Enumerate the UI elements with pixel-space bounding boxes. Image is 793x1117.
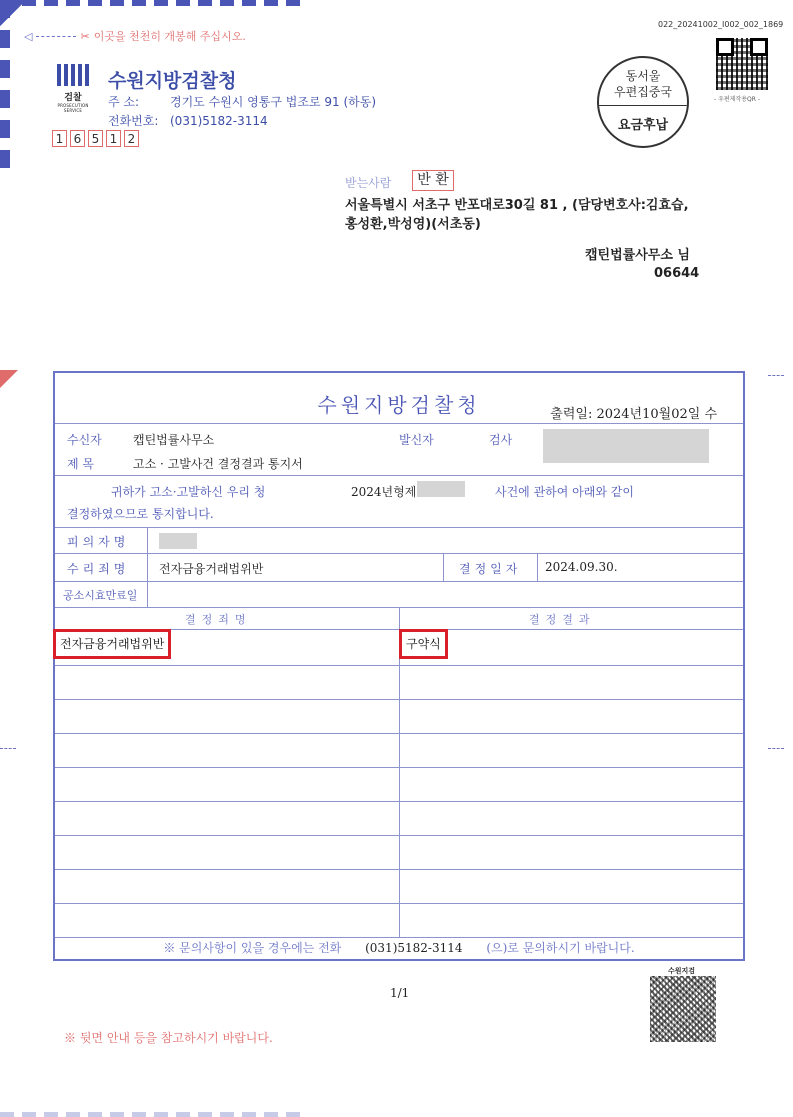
- scissors-icon: ✂: [80, 29, 90, 43]
- row-divider: [55, 869, 743, 870]
- inquiry-phone: (031)5182-3114: [365, 941, 463, 955]
- case-number: 2024년형제: [351, 485, 417, 499]
- recipient-postal-code: 06644: [654, 266, 700, 281]
- postal-digit: 5: [88, 130, 103, 147]
- row-divider: [55, 475, 743, 476]
- column-header-result: 결정결과: [529, 613, 596, 626]
- postal-digit: 1: [52, 130, 67, 147]
- open-guide-text: 이곳을 천천히 개봉해 주십시오.: [93, 30, 246, 43]
- stamp-line-2: 우편집중국: [614, 85, 672, 99]
- redacted-prosecutor-name: [543, 429, 709, 463]
- envelope-stripe-bottom: [0, 1112, 300, 1117]
- charge-value: 전자금융거래법위반: [159, 562, 264, 576]
- qr-bottom-caption: 수원지검: [668, 967, 696, 975]
- row-divider: [55, 699, 743, 700]
- sender-phone: (031)5182-3114: [170, 114, 268, 128]
- row-divider: [55, 423, 743, 424]
- sender-field-label: 발신자: [399, 433, 434, 447]
- statute-label: 공소시효만료일: [63, 589, 138, 602]
- row-divider: [55, 801, 743, 802]
- intro-text-1: 귀하가 고소·고발하신 우리 청: [111, 485, 266, 499]
- postage-stamp: [597, 56, 689, 148]
- row-divider: [55, 937, 743, 938]
- recipient-name: 캡틴법률사무소 님: [585, 248, 690, 263]
- recipient-field-value: 캡틴법률사무소: [133, 433, 215, 447]
- sender-phone-label: 전화번호:: [108, 114, 159, 128]
- fold-mark: [768, 375, 784, 376]
- decision-date-value: 2024.09.30.: [545, 560, 618, 574]
- col-divider: [147, 527, 148, 607]
- envelope-stripe-left: [0, 0, 10, 175]
- page-number: 1/1: [390, 986, 410, 1000]
- stamp-line-3: 요금후납: [617, 118, 669, 133]
- sender-address-label: 주 소:: [108, 95, 140, 109]
- recipient-label: 받는사람: [345, 176, 392, 190]
- stamp-line-1: 동서울: [625, 69, 661, 83]
- document-number: 022_20241002_I002_002_1869: [658, 20, 784, 29]
- envelope-corner: [0, 0, 26, 26]
- row-divider: [55, 733, 743, 734]
- sender-name: 수원지방검찰청: [108, 70, 237, 92]
- sender-address: 경기도 수원시 영통구 법조로 91 (하동): [170, 95, 376, 109]
- decision-date-label: 결정일자: [459, 562, 522, 576]
- open-guide: [24, 28, 246, 44]
- row-divider: [55, 553, 743, 554]
- subject-label: 제 목: [67, 457, 94, 471]
- suspect-label: 피의자명: [67, 535, 130, 549]
- row-divider: [55, 903, 743, 904]
- row-divider: [55, 581, 743, 582]
- charge-label: 수리죄명: [67, 562, 130, 576]
- sender-postal-code: [52, 130, 139, 147]
- postal-digit: 6: [70, 130, 85, 147]
- postal-digit: 1: [106, 130, 121, 147]
- dashed-line: [36, 36, 76, 37]
- prosecution-logo: [52, 64, 94, 118]
- inquiry-note: [55, 939, 743, 956]
- sender-address-line: [108, 93, 376, 110]
- recipient-address: 서울특별시 서초구 반포대로30길 81 , (담당변호사:김효습,홍성환,박성영)(서초동): [345, 198, 689, 232]
- fold-mark: [0, 748, 16, 749]
- corner-mark: [0, 370, 18, 388]
- envelope-stripe-top: [0, 0, 300, 6]
- row-divider: [55, 835, 743, 836]
- fold-mark: [768, 748, 784, 749]
- back-page-notice: ※ 뒷면 안내 등을 참고하시기 바랍니다.: [64, 1031, 273, 1045]
- decision-notice-form: [53, 371, 745, 961]
- inquiry-text-a: ※ 문의사항이 있을 경우에는 전화: [163, 941, 342, 955]
- notice-title: 수원지방검찰청: [317, 393, 481, 417]
- row-divider: [55, 665, 743, 666]
- highlighted-result: 구약식: [399, 629, 448, 659]
- logo-text: 검찰: [64, 93, 82, 103]
- row-divider: [55, 527, 743, 528]
- intro-text-2: 사건에 관하여 아래와 같이: [495, 485, 634, 499]
- arrow-left-icon: ◁: [24, 29, 33, 43]
- column-header-charge: 결정죄명: [185, 613, 252, 626]
- inquiry-text-b: (으)로 문의하시기 바랍니다.: [486, 941, 635, 955]
- recipient-field-label: 수신자: [67, 433, 102, 447]
- row-divider: [55, 767, 743, 768]
- logo-subtext: PROSECUTION SERVICE: [57, 103, 89, 113]
- subject-value: 고소 · 고발사건 결정결과 통지서: [133, 457, 303, 471]
- col-divider: [443, 553, 444, 581]
- sender-phone-line: [108, 112, 268, 129]
- return-mark: 반 환: [412, 170, 454, 191]
- logo-bars-icon: [52, 64, 94, 86]
- redacted-suspect-name: [159, 533, 197, 549]
- qr-code-icon: [650, 976, 716, 1042]
- redacted-case-number: [417, 481, 465, 497]
- intro-text-3: 결정하였으므로 통지합니다.: [67, 507, 214, 521]
- postal-digit: 2: [124, 130, 139, 147]
- sender-field-value: 검사: [489, 433, 513, 447]
- col-divider: [537, 553, 538, 581]
- qr-caption: - 우편제작용QR -: [714, 96, 761, 103]
- highlighted-charge: 전자금융거래법위반: [53, 629, 171, 659]
- printed-date: 출력일: 2024년10월02일 수: [550, 407, 717, 422]
- qr-code-icon: [716, 38, 768, 90]
- stamp-divider: [599, 105, 687, 106]
